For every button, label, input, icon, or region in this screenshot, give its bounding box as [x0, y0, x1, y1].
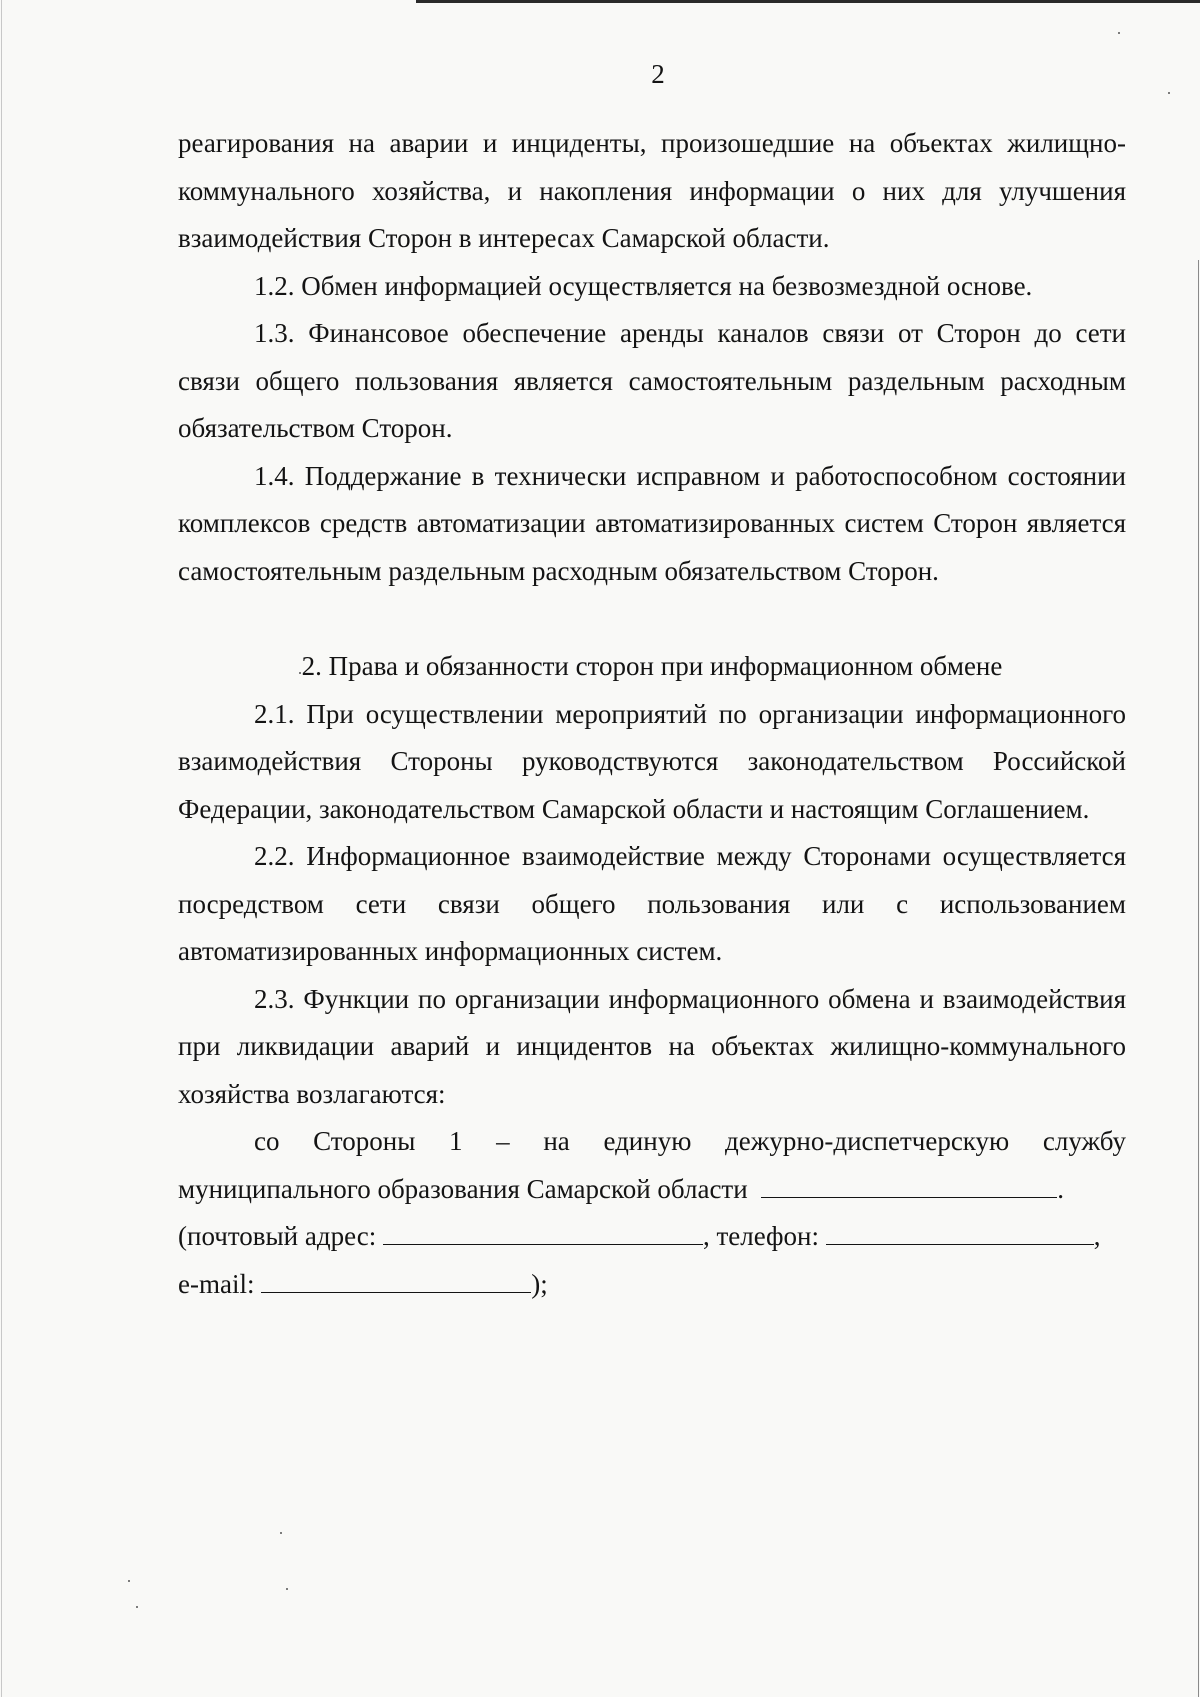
scan-left-edge [1, 0, 2, 1697]
paragraph-1-2: 1.2. Обмен информацией осуществляется на безвозмездной основе. [254, 270, 1033, 301]
scan-top-border [416, 0, 1200, 3]
postal-address-blank[interactable] [383, 1218, 703, 1245]
phone-label: , телефон: [702, 1221, 819, 1251]
phone-blank[interactable] [826, 1218, 1094, 1245]
scan-speck [136, 1606, 138, 1608]
postal-label: (почтовый адрес: [178, 1221, 377, 1251]
scan-speck [280, 1532, 282, 1534]
paragraph-1-4: 1.4. Поддержание в технически исправном и работоспособном состоянии комплексов средств автоматизации автоматизированных систем Сторон является самостоятельным раздельным расходным обязательством Сторон. [178, 460, 1126, 586]
paragraph-2-1: 2.1. При осуществлении мероприятий по организации информационного взаимодействия Стороны руководствуются законодательством Российской Федерации, законодательством Самарской области и настоящим Соглашением. [178, 698, 1126, 824]
scan-speck [128, 1580, 130, 1582]
email-line [178, 1261, 1126, 1309]
paragraph-2-2: 2.2. Информационное взаимодействие между Сторонами осуществляется посредством сети связи общего пользования или с использованием автоматизированных информационных систем. [178, 841, 1126, 966]
side-1-text: со Стороны 1 – на единую дежурно-диспетчерскую службу муниципального образования Самарской области [178, 1126, 1126, 1204]
section-2-title: 2. Права и обязанности сторон при информационном обмене [301, 651, 1003, 681]
scan-speck [286, 1588, 288, 1590]
scan-right-edge [1198, 260, 1199, 1697]
paragraph-1-3: 1.3. Финансовое обеспечение аренды каналов связи от Сторон до сети связи общего пользования является самостоятельным раздельным расходным обязательством Сторон. [178, 318, 1126, 443]
contact-line [178, 1213, 1126, 1261]
document-body [178, 120, 1126, 1308]
comma: , [1093, 1221, 1101, 1251]
scan-speck [1118, 32, 1120, 34]
email-blank[interactable] [261, 1266, 531, 1293]
close-paren: ); [531, 1268, 548, 1299]
paragraph-continuation: реагирования на аварии и инциденты, произошедшие на объектах жилищно-коммунального хозяйства, и накопления информации о них для улучшения взаимодействия Сторон в интересах Самарской области. [178, 128, 1126, 253]
paragraph-side-1 [178, 1118, 1126, 1213]
period: . [1057, 1173, 1064, 1204]
municipality-blank[interactable] [761, 1171, 1057, 1198]
page-number: 2 [651, 59, 665, 89]
email-label: e-mail: [178, 1268, 255, 1299]
scan-speck [1168, 92, 1170, 94]
paragraph-2-3: 2.3. Функции по организации информационного обмена и взаимодействия при ликвидации аварий и инцидентов на объектах жилищно-коммунального хозяйства возлагаются: [178, 983, 1126, 1109]
